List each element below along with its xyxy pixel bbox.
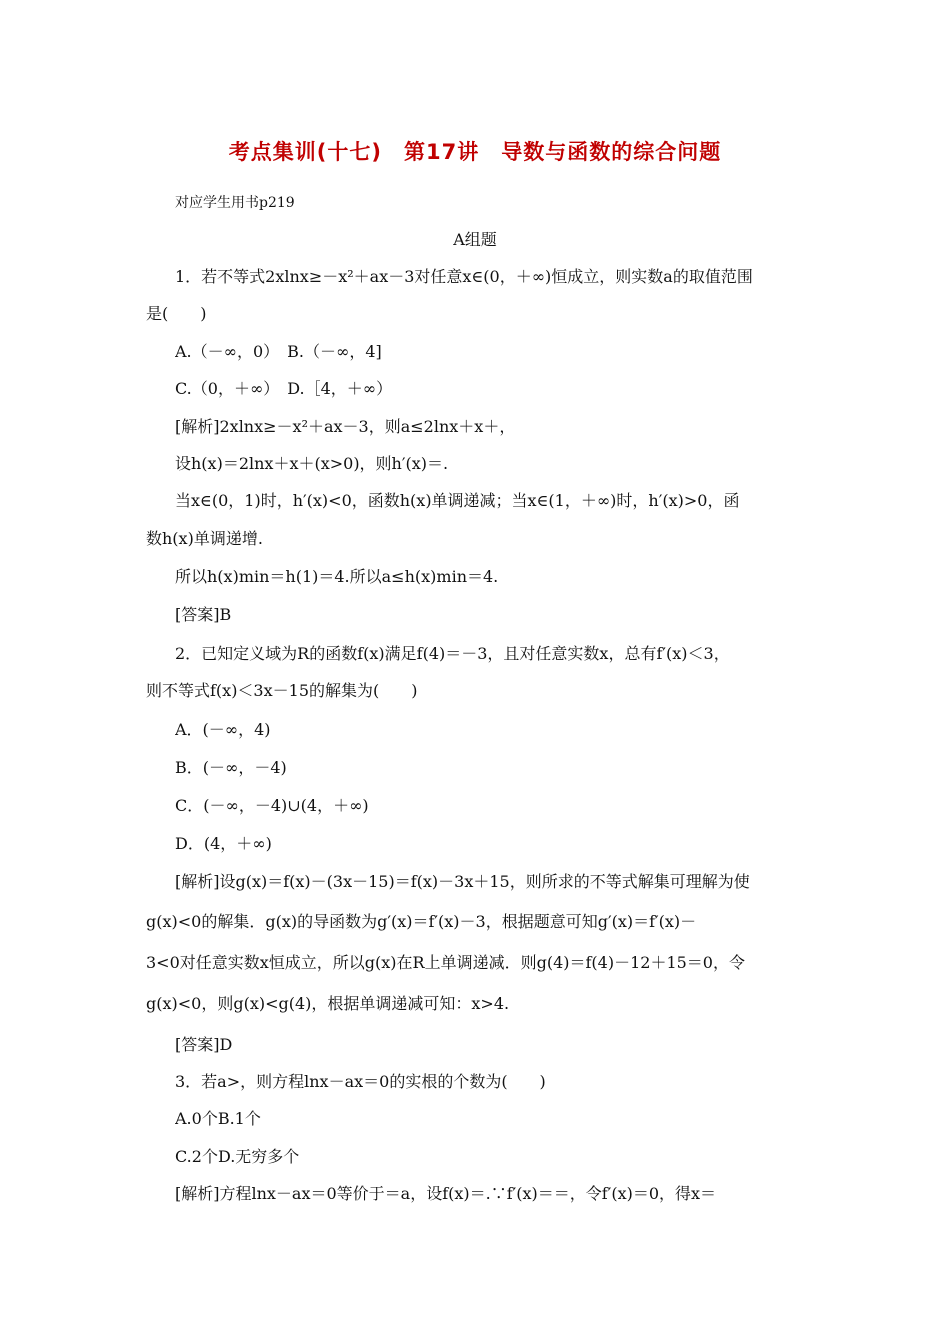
q2-answer: [答案]D (175, 1035, 233, 1054)
page-title: 考点集训(十七) 第17讲 导数与函数的综合问题 (228, 140, 722, 164)
q3-options-cd: C.2个D.无穷多个 (175, 1147, 300, 1166)
q1-options-cd: C.（0，＋∞） D.［4，＋∞） (175, 379, 393, 398)
q3-options-ab: A.0个B.1个 (175, 1109, 261, 1128)
q2-option-b: B．(－∞，－4) (175, 758, 287, 777)
q1-answer: [答案]B (175, 605, 232, 624)
q2-analysis: g(x)<0的解集．g(x)的导函数为g′(x)＝f′(x)－3，根据题意可知g′(x)＝f′(x)－ (146, 912, 697, 931)
q2-analysis: g(x)<0，则g(x)<g(4)，根据单调递减可知：x>4. (146, 994, 510, 1013)
q1-stem-cont: 是( ) (146, 304, 207, 323)
q1-analysis: 数h(x)单调递增. (146, 529, 263, 548)
group-heading: A组题 (453, 230, 497, 249)
q1-analysis: 所以h(x)min＝h(1)＝4.所以a≤h(x)min＝4. (175, 567, 499, 586)
q2-stem-cont: 则不等式f(x)＜3x－15的解集为( ) (146, 681, 418, 700)
q1-options-ab: A.（－∞，0） B.（－∞，4] (175, 342, 382, 361)
meta-line: 对应学生用书p219 (175, 195, 295, 211)
q3-stem: 3．若a>，则方程lnx－ax＝0的实根的个数为( ) (175, 1072, 546, 1091)
q1-analysis: 设h(x)＝2lnx＋x＋(x>0)，则h′(x)＝. (175, 454, 449, 473)
q3-analysis: [解析]方程lnx－ax＝0等价于＝a，设f(x)＝.∵f′(x)＝＝，令f′(x)＝0，得x＝ (175, 1184, 717, 1203)
q2-stem: 2．已知定义域为R的函数f(x)满足f(4)＝－3，且对任意实数x，总有f′(x)＜3， (175, 644, 730, 663)
q2-option-c: C．(－∞，－4)∪(4，＋∞) (175, 796, 369, 815)
q1-stem: 1．若不等式2xlnx≥－x²＋ax－3对任意x∈(0，＋∞)恒成立，则实数a的取值范围 (175, 267, 753, 286)
q2-analysis: 3<0对任意实数x恒成立，所以g(x)在R上单调递减．则g(4)＝f(4)－12＋15＝0，令 (146, 953, 745, 972)
q2-analysis: [解析]设g(x)＝f(x)－(3x－15)＝f(x)－3x＋15，则所求的不等式解集可理解为使 (175, 872, 750, 891)
q2-option-d: D．(4，＋∞) (175, 834, 272, 853)
q1-analysis: [解析]2xlnx≥－x²＋ax－3，则a≤2lnx＋x＋， (175, 417, 516, 436)
q1-analysis: 当x∈(0，1)时，h′(x)<0，函数h(x)单调递减；当x∈(1，＋∞)时，h′(x)>0，函 (175, 491, 740, 510)
q2-option-a: A．(－∞，4) (175, 720, 271, 739)
